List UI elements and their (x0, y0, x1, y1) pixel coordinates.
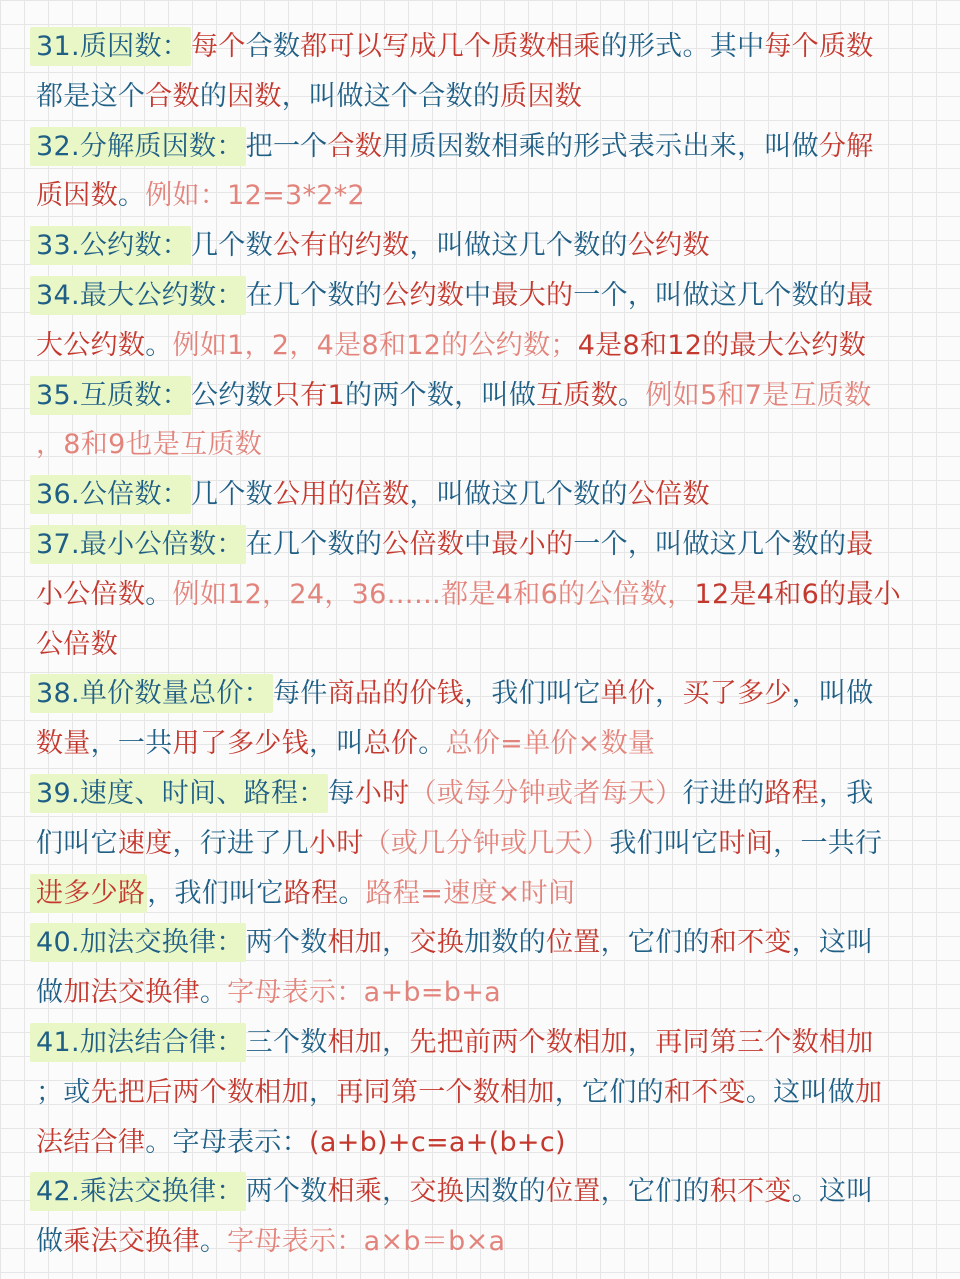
text-segment: 最小的 (491, 528, 574, 560)
text-segment: 每件 (272, 678, 328, 710)
text-segment: 。 (199, 1226, 228, 1258)
term-heading: 41.加法结合律： (30, 1023, 246, 1062)
text-segment: 公倍数 (627, 479, 710, 511)
text-line (0, 321, 960, 371)
text-segment: 。这叫 (791, 1176, 874, 1208)
text-line (0, 72, 960, 122)
text-segment: 数量 (36, 728, 91, 760)
text-segment: 小时 (309, 827, 364, 859)
text-segment: 交换 (409, 1176, 465, 1208)
text-line (0, 918, 960, 968)
text-segment: 。字母表示： (145, 1126, 310, 1158)
text-segment: 的形式表示出来，叫做 (545, 130, 819, 162)
text-segment: 因数的 (464, 1176, 546, 1208)
text-segment: 例如：12=3*2*2 (145, 180, 366, 212)
text-segment: ，它们的 (600, 927, 710, 959)
text-segment: 。这叫做 (745, 1076, 856, 1108)
text-segment: ，它们的 (554, 1076, 664, 1108)
text-segment: 4是8和12的 (577, 329, 730, 361)
text-segment: 12是4和6的最小 (694, 578, 901, 610)
term-heading: 42.乘法交换律： (30, 1172, 246, 1211)
text-segment: 加数的 (464, 927, 546, 959)
text-segment: 最 (846, 279, 874, 311)
text-segment: （或几分钟或几天） (363, 827, 610, 859)
text-segment: 总价 (363, 728, 419, 760)
text-segment: 最大的 (491, 279, 574, 311)
text-segment: 合数 (145, 80, 200, 112)
text-segment: 公约数 (382, 279, 465, 311)
text-segment: 法结合律 (36, 1126, 146, 1158)
text-segment: (a+b)+c=a+(b+c) (309, 1126, 566, 1158)
text-segment: 交换 (409, 927, 465, 959)
text-segment: 。 (145, 329, 173, 361)
text-line (0, 570, 960, 620)
text-segment: 最 (846, 528, 874, 560)
text-segment: ，叫做这几个数的 (409, 230, 628, 262)
text-segment: ， (655, 678, 683, 710)
text-segment: 。 (117, 180, 146, 212)
text-segment: ，8和9也是互质数 (36, 429, 263, 461)
text-line (0, 620, 960, 670)
text-segment: 乘法交换律 (63, 1226, 200, 1258)
text-segment: 中 (464, 528, 492, 560)
text-segment: ，我 (818, 777, 874, 809)
text-line (0, 869, 960, 919)
text-segment: 合数 (245, 31, 301, 62)
text-segment: 加法交换律 (63, 977, 200, 1009)
text-segment: 两个数 (245, 1176, 328, 1208)
text-segment: 几个质数相乘 (436, 31, 601, 62)
text-segment: 一个，叫做这几个数的 (573, 279, 847, 311)
term-heading: 34.最大公约数： (30, 276, 246, 315)
text-segment: 公用的倍数 (272, 479, 410, 511)
text-segment: ，一共行 (773, 827, 883, 859)
text-line (0, 470, 960, 520)
text-segment: ， (627, 1026, 656, 1058)
text-segment: 我们叫它 (609, 827, 719, 859)
text-segment: 先把前两个数相加 (409, 1026, 628, 1058)
text-line (0, 1217, 960, 1267)
text-line (0, 420, 960, 470)
text-segment: 最大公约数 (729, 329, 867, 361)
term-heading: 37.最小公倍数： (30, 525, 246, 564)
text-segment: 三个数 (245, 1026, 328, 1058)
text-segment: 字母表示：a+b=b+a (227, 977, 501, 1009)
text-segment: ， (309, 1076, 337, 1108)
text-segment: 每 (327, 777, 355, 809)
text-segment: 互质数 (536, 379, 619, 411)
text-segment: 总价=单价×数量 (445, 728, 656, 760)
text-segment: 。 (418, 728, 446, 760)
text-segment: 在几个数的 (245, 279, 383, 311)
text-segment: ，行进了几 (172, 827, 310, 859)
text-segment: 公约数 (627, 230, 710, 262)
text-segment: 商品的价钱 (327, 678, 465, 710)
text-segment: 相加 (327, 927, 383, 959)
text-segment: 加 (855, 1076, 883, 1108)
term-heading: 36.公倍数： (30, 475, 191, 514)
text-segment: 一个，叫做这几个数的 (573, 528, 847, 560)
text-segment: 速度 (117, 827, 173, 859)
text-segment: 合数 (327, 130, 383, 162)
text-segment: ，一共 (90, 728, 173, 760)
text-segment: 再同第一个数相加 (336, 1076, 555, 1108)
text-segment: 公倍数 (36, 628, 118, 660)
term-heading: 33.公约数： (30, 226, 191, 265)
text-segment: 路程 (283, 877, 339, 909)
text-segment: 例如1，2，4是8和12的公约数； (172, 329, 578, 361)
term-heading: 31.质因数： (30, 27, 191, 66)
text-segment: 公约数 (191, 379, 273, 411)
text-segment: 再同第三个数相加 (655, 1026, 874, 1058)
text-segment: 小公倍数 (36, 578, 146, 610)
text-segment: 几个数 (191, 479, 273, 511)
text-segment: ， (382, 1176, 410, 1208)
text-segment: 只有1 (272, 379, 346, 411)
text-segment: 和不变 (663, 1076, 746, 1108)
text-segment: 和不变 (709, 927, 792, 959)
text-segment: 行进的 (682, 777, 765, 809)
text-line (0, 819, 960, 869)
text-segment: ，叫做 (791, 678, 874, 710)
text-segment: 分解 (818, 130, 874, 162)
term-heading: 进多少路 (30, 874, 147, 913)
text-segment: 两个数 (245, 927, 328, 959)
text-segment: 因数 (227, 80, 282, 112)
text-line (0, 1018, 960, 1068)
text-segment: 买了多少 (682, 678, 792, 710)
term-heading: 38.单价数量总价： (30, 674, 273, 713)
text-line (0, 171, 960, 221)
text-segment: 位置 (545, 1176, 601, 1208)
text-line (0, 271, 960, 321)
text-segment: 。 (618, 379, 646, 411)
text-line (0, 122, 960, 172)
text-segment: 的两个数，叫做 (345, 379, 537, 411)
text-segment: ， (382, 927, 410, 959)
term-heading: 39.速度、时间、路程： (30, 774, 328, 813)
text-segment: ，叫做这几个数的 (409, 479, 628, 511)
text-segment: 先把后两个数相加 (90, 1076, 310, 1108)
text-segment: 相乘 (327, 1176, 383, 1208)
text-segment: 把一个 (245, 130, 328, 162)
text-segment: 。 (199, 977, 228, 1009)
text-segment: 用了多少钱 (172, 728, 310, 760)
text-segment: 都可以写成 (300, 31, 437, 62)
term-heading: 32.分解质因数： (30, 127, 246, 166)
text-segment: 例如5和7是互质数 (645, 379, 872, 411)
text-segment: 例如12，24，36……都是4和6的公倍数， (172, 578, 695, 610)
text-segment: 用质因数相乘 (382, 130, 546, 162)
text-line (0, 769, 960, 819)
text-segment: 路程 (764, 777, 819, 809)
text-segment: ；或 (36, 1076, 91, 1108)
text-segment: ，我们叫它 (464, 678, 601, 710)
text-line (0, 1068, 960, 1118)
text-segment: 的 (199, 80, 228, 112)
term-heading: 40.加法交换律： (30, 923, 246, 962)
text-segment: 单价 (600, 678, 656, 710)
text-segment: 。 (338, 877, 366, 909)
text-line (0, 22, 960, 72)
text-segment: ，我们叫它 (147, 877, 284, 909)
text-segment: 相加 (327, 1026, 383, 1058)
text-segment: ，叫 (309, 728, 364, 760)
text-segment: 都是这个 (36, 80, 146, 112)
text-line (0, 520, 960, 570)
text-segment: 质因数 (500, 80, 583, 112)
text-segment: ， (382, 1026, 410, 1058)
text-segment: 路程=速度×时间 (365, 877, 576, 909)
text-line (0, 669, 960, 719)
text-segment: 大公约数 (36, 329, 146, 361)
text-segment: 中 (464, 279, 492, 311)
text-segment: 在几个数的 (245, 528, 383, 560)
text-line (0, 371, 960, 421)
text-line (0, 1118, 960, 1168)
text-segment: （或每分钟或者每天） (409, 777, 683, 809)
text-segment: 字母表示：a×b＝b×a (227, 1226, 506, 1258)
text-segment: 公倍数 (382, 528, 465, 560)
text-segment: 公有的约数 (272, 230, 410, 262)
text-segment: 几个数 (191, 230, 273, 262)
text-line (0, 968, 960, 1018)
text-segment: ，叫做这个合数的 (281, 80, 501, 112)
text-segment: 位置 (545, 927, 601, 959)
text-segment: ，这叫 (791, 927, 874, 959)
text-segment: 每个 (191, 31, 246, 62)
text-segment: 质因数 (36, 180, 118, 212)
text-line (0, 221, 960, 271)
text-segment: 时间 (718, 827, 774, 859)
text-segment: 们叫它 (36, 827, 118, 859)
text-line (0, 1167, 960, 1217)
text-segment: ，它们的 (600, 1176, 710, 1208)
term-heading: 35.互质数： (30, 376, 191, 415)
text-segment: 。 (145, 578, 173, 610)
text-line (0, 719, 960, 769)
text-segment: 小时 (354, 777, 410, 809)
text-segment: 每个质数 (764, 31, 874, 62)
text-segment: 做 (36, 1226, 64, 1258)
text-segment: 积不变 (709, 1176, 792, 1208)
text-segment: 做 (36, 977, 64, 1009)
text-segment: 的形式。其中 (600, 31, 765, 62)
